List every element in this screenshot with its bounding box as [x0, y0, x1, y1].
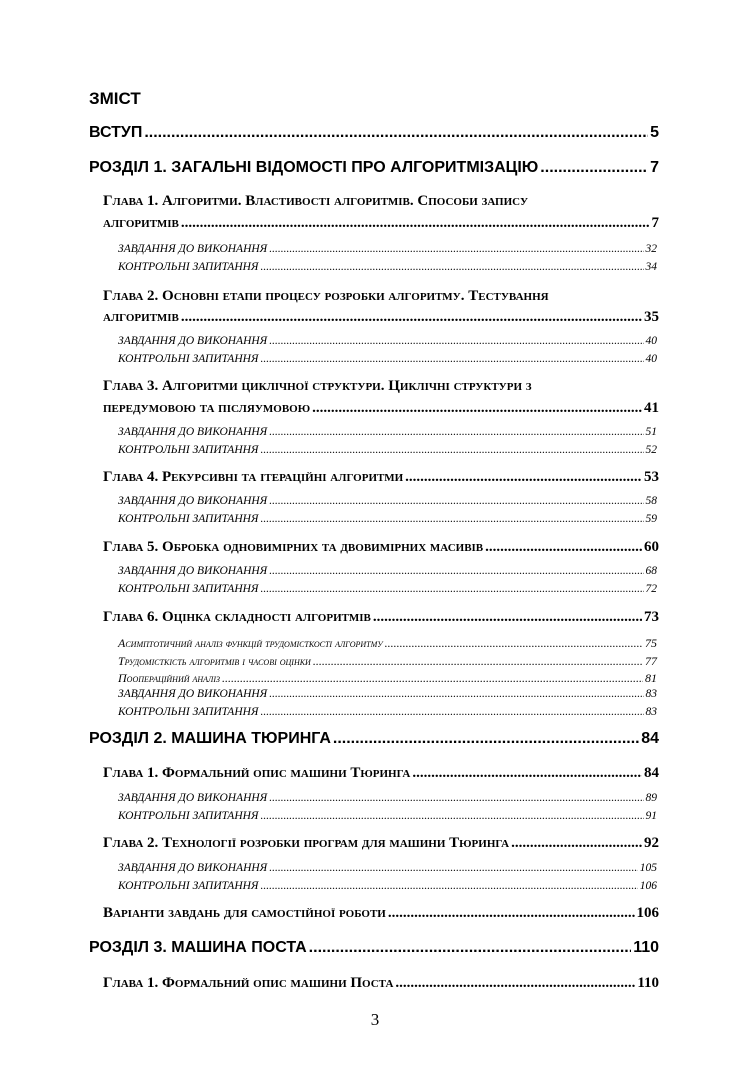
toc-entry-chapter-3-1[interactable]	[0, 975, 750, 992]
toc-entry-subsection[interactable]	[0, 426, 750, 438]
toc-leader	[540, 159, 648, 177]
toc-entry-chapter-2-2[interactable]	[0, 835, 750, 852]
toc-title: ЗАВДАННЯ ДО ВИКОНАННЯ	[118, 335, 268, 347]
toc-leader	[313, 654, 643, 669]
toc-entry-vstup[interactable]	[0, 124, 750, 142]
toc-leader	[269, 426, 643, 438]
toc-leader	[144, 124, 648, 142]
toc-leader	[260, 444, 643, 456]
toc-title: РОЗДІЛ 3. МАШИНА ПОСТА	[89, 939, 307, 956]
toc-page: 32	[645, 243, 657, 255]
toc-leader	[269, 495, 643, 507]
toc-leader	[269, 335, 643, 347]
toc-title: РОЗДІЛ 2. МАШИНА ТЮРИНГА	[89, 730, 331, 747]
toc-page: 83	[645, 688, 657, 700]
toc-title: Глава 1. Формальний опис машини Тюринга	[103, 765, 411, 781]
toc-page: 7	[650, 159, 659, 176]
toc-title: КОНТРОЛЬНІ ЗАПИТАННЯ	[118, 444, 259, 456]
toc-leader	[260, 880, 637, 892]
toc-leader	[269, 243, 643, 255]
toc-leader	[260, 706, 643, 718]
toc-entry-chapter-1-2[interactable]	[0, 309, 750, 326]
toc-page: 81	[645, 671, 657, 685]
toc-title: ЗАВДАННЯ ДО ВИКОНАННЯ	[118, 565, 268, 577]
toc-leader	[373, 609, 642, 626]
toc-entry-section-2[interactable]	[0, 730, 750, 748]
toc-title: ЗАВДАННЯ ДО ВИКОНАННЯ	[118, 243, 268, 255]
toc-title: Глава 5. Обробка одновимірних та двовимірних масивів	[103, 539, 484, 555]
toc-page: 92	[644, 835, 659, 851]
toc-page: 52	[645, 444, 657, 456]
toc-page: 89	[645, 792, 657, 804]
toc-page: 35	[644, 309, 659, 325]
toc-entry-subsection[interactable]	[0, 792, 750, 804]
toc-leader	[260, 261, 643, 273]
toc-leader	[260, 353, 643, 365]
toc-title: КОНТРОЛЬНІ ЗАПИТАННЯ	[118, 583, 259, 595]
toc-title: Глава 1. Формальний опис машини Поста	[103, 975, 394, 991]
toc-title: Глава 6. Оцінка складності алгоритмів	[103, 609, 371, 625]
toc-title: РОЗДІЛ 1. ЗАГАЛЬНІ ВІДОМОСТІ ПРО АЛГОРИТМІЗАЦІЮ	[89, 159, 539, 176]
toc-entry-variants[interactable]	[0, 905, 750, 922]
toc-leader	[388, 905, 635, 922]
toc-title: Асимптотичний аналіз функцій трудомісткості алгоритму	[118, 636, 383, 650]
toc-leader	[269, 792, 643, 804]
toc-leader	[260, 810, 643, 822]
toc-page: 83	[645, 706, 657, 718]
toc-entry-subsection[interactable]	[0, 880, 750, 892]
toc-leader	[269, 565, 643, 577]
toc-entry-chapter-1-5[interactable]	[0, 539, 750, 556]
toc-heading: ЗМІСТ	[89, 89, 141, 108]
toc-page: 105	[639, 862, 657, 874]
toc-entry-section-3[interactable]	[0, 939, 750, 957]
toc-title: КОНТРОЛЬНІ ЗАПИТАННЯ	[118, 261, 259, 273]
toc-entry-subsection[interactable]	[0, 862, 750, 874]
toc-title: Поопераційний аналіз	[118, 671, 220, 685]
toc-title: ЗАВДАННЯ ДО ВИКОНАННЯ	[118, 792, 268, 804]
toc-chapter-1-1-line1: Глава 1. Алгоритми. Властивості алгоритмів. Способи запису	[103, 193, 529, 209]
toc-entry-subsection[interactable]	[0, 671, 750, 686]
toc-leader	[405, 469, 642, 486]
toc-page: 5	[650, 124, 659, 141]
toc-leader	[181, 215, 650, 232]
toc-title: Глава 4. Рекурсивні та ітераційні алгоритми	[103, 469, 404, 485]
toc-title: алгоритмів	[103, 215, 179, 231]
toc-entry-subsection[interactable]	[0, 583, 750, 595]
toc-title: Трудомісткість алгоритмів і часові оцінки	[118, 654, 311, 668]
toc-leader	[260, 513, 643, 525]
toc-page: 84	[641, 730, 659, 747]
toc-entry-subsection[interactable]	[0, 706, 750, 718]
toc-title: КОНТРОЛЬНІ ЗАПИТАННЯ	[118, 880, 259, 892]
toc-page: 40	[645, 335, 657, 347]
toc-entry-chapter-1-4[interactable]	[0, 469, 750, 486]
toc-leader	[269, 862, 638, 874]
toc-entry-subsection[interactable]	[0, 261, 750, 273]
toc-title: КОНТРОЛЬНІ ЗАПИТАННЯ	[118, 353, 259, 365]
toc-chapter-1-2-line1: Глава 2. Основні етапи процесу розробки алгоритму. Тестування	[103, 288, 549, 304]
toc-title: передумовою та післяумовою	[103, 400, 311, 416]
toc-leader	[312, 400, 642, 417]
toc-entry-section-1[interactable]	[0, 159, 750, 177]
toc-entry-chapter-2-1[interactable]	[0, 765, 750, 782]
toc-page: 40	[645, 353, 657, 365]
toc-leader	[222, 671, 643, 686]
toc-title: КОНТРОЛЬНІ ЗАПИТАННЯ	[118, 706, 259, 718]
toc-title: ЗАВДАННЯ ДО ВИКОНАННЯ	[118, 688, 268, 700]
toc-leader	[181, 309, 642, 326]
toc-entry-subsection[interactable]	[0, 810, 750, 822]
toc-page: 77	[645, 654, 657, 668]
toc-leader	[269, 688, 643, 700]
toc-page: 59	[645, 513, 657, 525]
toc-title: КОНТРОЛЬНІ ЗАПИТАННЯ	[118, 810, 259, 822]
toc-entry-subsection[interactable]	[0, 513, 750, 525]
toc-entry-subsection[interactable]	[0, 636, 750, 651]
toc-page: 68	[645, 565, 657, 577]
toc-title: ЗАВДАННЯ ДО ВИКОНАННЯ	[118, 862, 268, 874]
toc-page: 53	[644, 469, 659, 485]
toc-entry-subsection[interactable]	[0, 444, 750, 456]
toc-page: 41	[644, 400, 659, 416]
toc-page: 91	[645, 810, 657, 822]
page-number: 3	[370, 1010, 380, 1029]
toc-leader	[260, 583, 643, 595]
toc-entry-subsection[interactable]	[0, 688, 750, 700]
toc-page: 72	[645, 583, 657, 595]
toc-page: 51	[645, 426, 657, 438]
toc-entry-subsection[interactable]	[0, 353, 750, 365]
toc-leader	[395, 975, 635, 992]
toc-title: алгоритмів	[103, 309, 179, 325]
toc-title: ЗАВДАННЯ ДО ВИКОНАННЯ	[118, 495, 268, 507]
toc-entry-chapter-1-6[interactable]	[0, 609, 750, 626]
toc-leader	[412, 765, 642, 782]
toc-leader	[333, 730, 639, 748]
toc-title: ВСТУП	[89, 124, 143, 141]
toc-page: 106	[639, 880, 657, 892]
toc-entry-subsection[interactable]	[0, 243, 750, 255]
toc-page: 34	[645, 261, 657, 273]
toc-page: 110	[633, 939, 659, 956]
toc-leader	[309, 939, 632, 957]
toc-title: ЗАВДАННЯ ДО ВИКОНАННЯ	[118, 426, 268, 438]
toc-page: 75	[645, 636, 657, 650]
toc-entry-subsection[interactable]	[0, 565, 750, 577]
toc-title: Глава 2. Технології розробки програм для машини Тюринга	[103, 835, 510, 851]
toc-entry-chapter-1-1[interactable]	[0, 215, 750, 232]
toc-entry-subsection[interactable]	[0, 495, 750, 507]
toc-title: КОНТРОЛЬНІ ЗАПИТАННЯ	[118, 513, 259, 525]
toc-entry-subsection[interactable]	[0, 654, 750, 669]
toc-entry-chapter-1-3[interactable]	[0, 400, 750, 417]
toc-page: 7	[651, 215, 659, 231]
toc-page: 84	[644, 765, 659, 781]
toc-leader	[385, 636, 643, 651]
toc-page: 60	[644, 539, 659, 555]
toc-leader	[485, 539, 642, 556]
toc-chapter-1-3-line1: Глава 3. Алгоритми циклічної структури. Циклічні структури з	[103, 378, 532, 394]
toc-leader	[511, 835, 642, 852]
toc-title: Варіанти завдань для самостійної роботи	[103, 905, 386, 921]
toc-entry-subsection[interactable]	[0, 335, 750, 347]
toc-page: 106	[636, 905, 659, 921]
toc-page: 73	[644, 609, 659, 625]
toc-page: 110	[637, 975, 659, 991]
toc-page: 58	[645, 495, 657, 507]
